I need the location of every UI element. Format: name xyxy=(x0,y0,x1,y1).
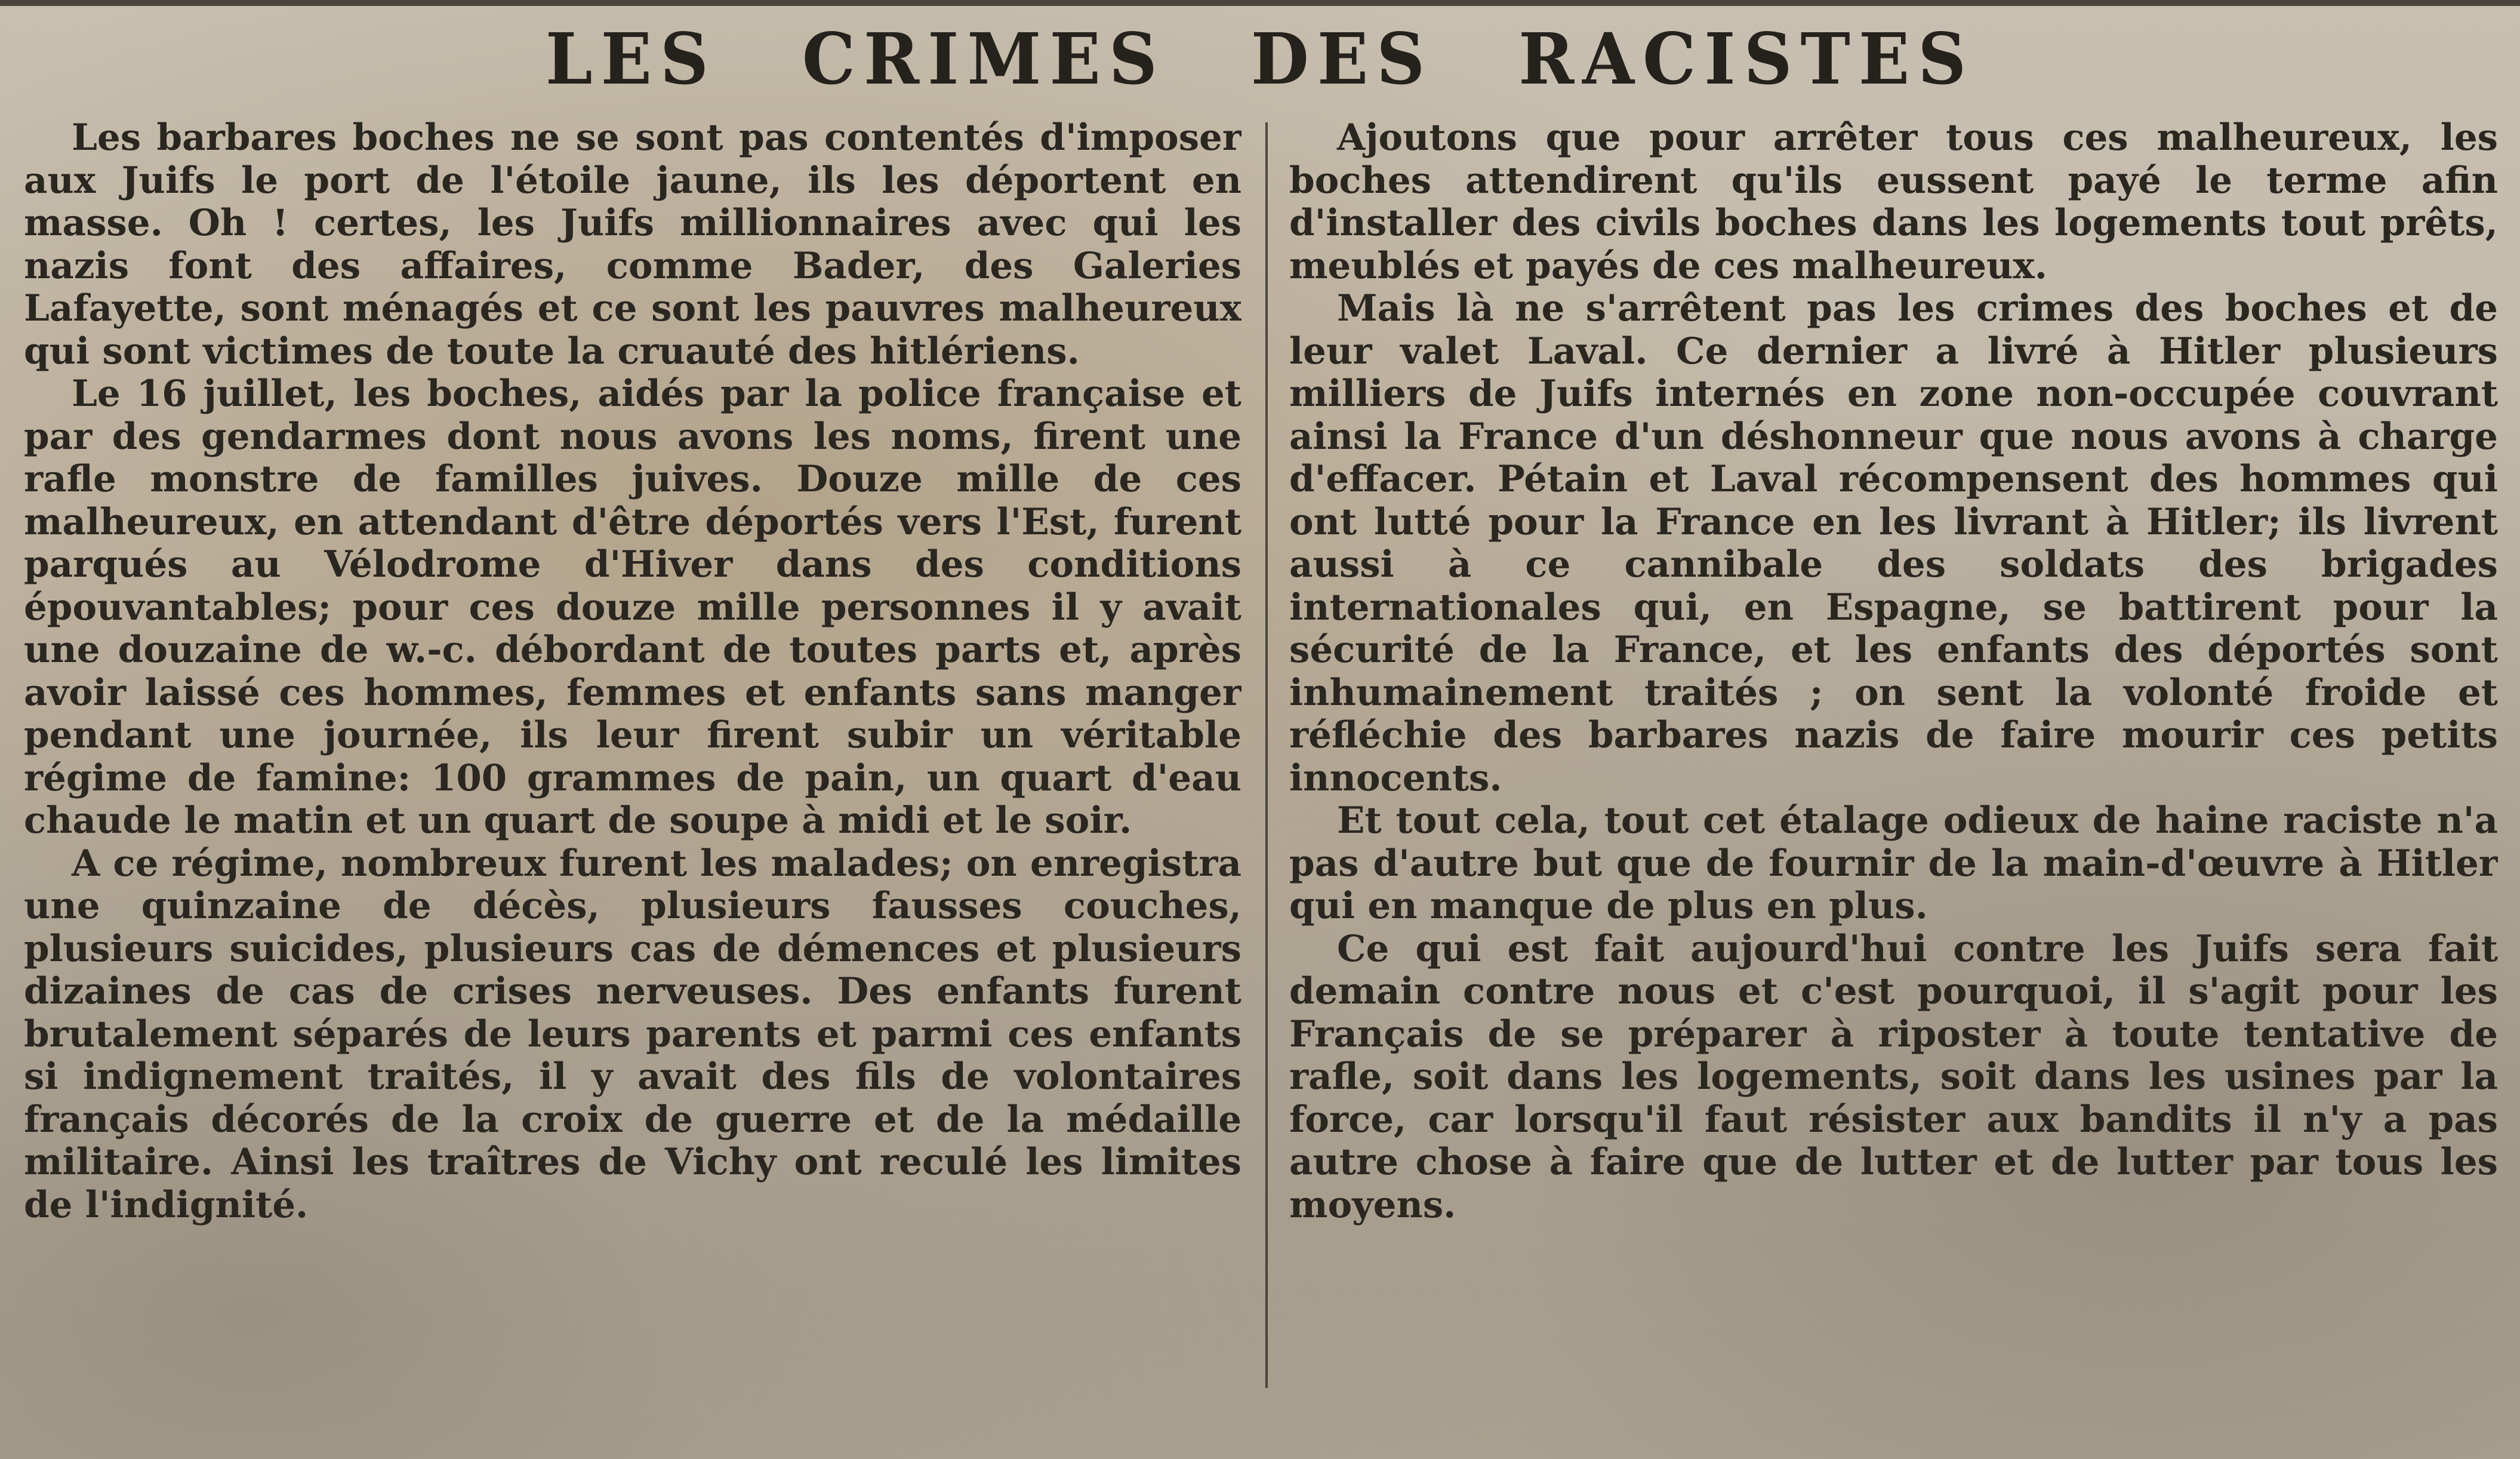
article-column-left xyxy=(24,116,1241,1448)
column-divider xyxy=(1265,122,1268,1388)
paragraph: Mais là ne s'arrêtent pas les crimes des boches et de leur valet Laval. Ce dernier a livré à Hitler plusieurs milliers de Juifs internés en zone non-occupée couvrant ainsi la France d'un déshonneur que nous avons à charge d'effacer. Pétain et Laval récompensent des hommes qui ont lutté pour la France en les livrant à Hitler; ils livrent aussi à ce cannibale des soldats des brigades internationales qui, en Espagne, se battirent pour la sécurité de la France, et les enfants des déportés sont inhumainement traités ; on sent la volonté froide et réfléchie des barbares nazis de faire mourir ces petits innocents. xyxy=(1289,287,2498,799)
paragraph: Le 16 juillet, les boches, aidés par la police française et par des gendarmes dont nous avons les noms, firent une rafle monstre de familles juives. Douze mille de ces malheureux, en attendant d'être déportés vers l'Est, furent parqués au Vélodrome d'Hiver dans des conditions épouvantables; pour ces douze mille personnes il y avait une douzaine de w.-c. débordant de toutes parts et, après avoir laissé ces hommes, femmes et enfants sans manger pendant une journée, ils leur firent subir un véritable régime de famine: 100 grammes de pain, un quart d'eau chaude le matin et un quart de soupe à midi et le soir. xyxy=(24,373,1241,842)
paragraph: Ce qui est fait aujourd'hui contre les Juifs sera fait demain contre nous et c'est pourquoi, il s'agit pour les Français de se préparer à riposter à toute tentative de rafle, soit dans les logements, soit dans les usines par la force, car lorsqu'il faut résister aux bandits il n'y a pas autre chose à faire que de lutter et de lutter par tous les moyens. xyxy=(1289,927,2498,1226)
paragraph: A ce régime, nombreux furent les malades; on enregistra une quinzaine de décès, plusieurs fausses couches, plusieurs suicides, plusieurs cas de démences et plusieurs dizaines de cas de crises nerveuses. Des enfants furent brutalement séparés de leurs parents et parmi ces enfants si indignement traités, il y avait des fils de volontaires français décorés de la croix de guerre et de la médaille militaire. Ainsi les traîtres de Vichy ont reculé les limites de l'indignité. xyxy=(24,842,1241,1226)
paragraph: Les barbares boches ne se sont pas contentés d'imposer aux Juifs le port de l'étoile jaune, ils les déportent en masse. Oh ! certes, les Juifs millionnaires avec qui les nazis font des affaires, comme Bader, des Galeries Lafayette, sont ménagés et ce sont les pauvres malheureux qui sont victimes de toute la cruauté des hitlériens. xyxy=(24,116,1241,373)
article-column-right xyxy=(1289,116,2498,1448)
paragraph: Ajoutons que pour arrêter tous ces malheureux, les boches attendirent qu'ils eussent payé le terme afin d'installer des civils boches dans les logements tout prêts, meublés et payés de ces malheureux. xyxy=(1289,116,2498,287)
top-rule xyxy=(0,0,2520,6)
headline: LES CRIMES DES RACISTES xyxy=(545,18,1975,101)
paragraph: Et tout cela, tout cet étalage odieux de haine raciste n'a pas d'autre but que de fournir de la main-d'œuvre à Hitler qui en manque de plus en plus. xyxy=(1289,799,2498,927)
